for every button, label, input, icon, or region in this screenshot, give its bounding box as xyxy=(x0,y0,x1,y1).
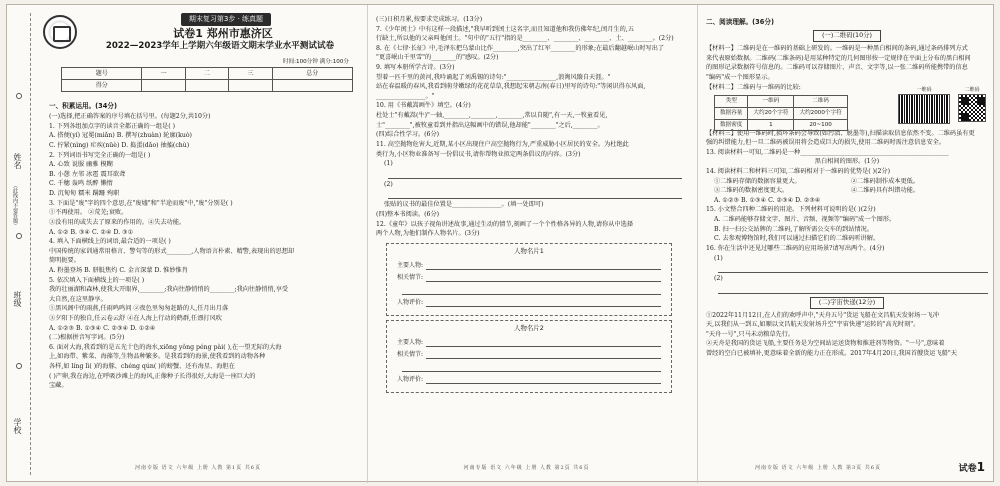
page-2 xyxy=(367,5,685,483)
card-field-label: 主要人物: xyxy=(397,261,424,269)
section-title: 二、阅读理解。(36分) xyxy=(706,18,774,26)
text-line: 宝藏。 xyxy=(49,382,68,390)
name-label: 姓名 xyxy=(13,153,22,169)
question-text: 13. 阅读材料一可知,二维码是一种________________________________________________ xyxy=(706,148,949,156)
card-answer-line[interactable] xyxy=(426,350,661,359)
text-line: ________________。" xyxy=(376,92,435,100)
page-footer: 河南专版 语文 六年级 上册 人教 第1页 共6页 xyxy=(135,465,261,472)
answer-blank[interactable] xyxy=(388,170,682,179)
score-header: 二 xyxy=(185,68,228,80)
table-cell: 大约2000个字符 xyxy=(794,107,847,119)
table-cell: 1 xyxy=(748,119,794,131)
text-line: C. 拧紧(nìng) 疟疾(nüè) D. 捣蛋(dǎo) 抽搐(chù) xyxy=(49,142,190,150)
question-text: 12.《童年》以孩子视角讲述故事,通过生动的情节,刻画了一个个性格各异的人物,请你从中选择 xyxy=(376,220,634,228)
text-line: ②天舟是我国的货运飞船,主要任务是为空间站运送货物和推进剂等物资。"一号",意味着 xyxy=(706,340,945,348)
text-line: 8. 在《七律·长征》中,毛泽东把乌蒙山比作________,突出了红军________的形象;在最后翻越岷山时写出了 xyxy=(376,44,665,52)
text-line: A. 搭便(yí) 冠冕(miǎn) B. 撰写(zhuàn) 轮廓(kuò) xyxy=(49,132,192,140)
text-line: A. ①②③ B. ①③④ C. ②③④ D. ①②④ xyxy=(49,324,156,332)
school-label: 学校 xyxy=(13,418,22,434)
answer-blank[interactable] xyxy=(718,285,988,294)
card-answer-line[interactable] xyxy=(402,285,661,294)
text-line: ③没有用的或失去了原来的作用的。④失去功能。 xyxy=(49,218,186,226)
text-line: 3. 下面是"废"字的四个意思,在"废墟"和"半途而废"中,"废"分别是( ) xyxy=(49,199,233,207)
page-1 xyxy=(41,5,355,483)
card-title: 人物名片2 xyxy=(514,323,544,332)
score-cell[interactable] xyxy=(272,80,352,92)
card-field-label: 相关情节: xyxy=(397,274,424,282)
binding-hole xyxy=(16,363,22,369)
text-line: 士"________",被牧童看到并指出这幅画中的错误,他却能"________"之后,________。 xyxy=(376,121,604,129)
code-caption: 一维码 xyxy=(916,86,932,93)
question-text: 两个人物,为他们制作人物名片。(3分) xyxy=(376,230,480,238)
option-text: ③二维码的数据密度更大。 xyxy=(714,187,789,195)
score-cell[interactable] xyxy=(229,80,272,92)
qr-code-image xyxy=(958,94,986,122)
card-answer-line[interactable] xyxy=(426,338,661,347)
text-line: ①不再使用。 ②荒芜;衰败。 xyxy=(49,209,128,217)
passage-text: 【材料二】二维码与一维码的比较: xyxy=(706,83,801,91)
text-line: 站在春温暖的春风,我看到萌芽嫩绿的花花草草,我想起宋朝志南(春日)里写的诗句:"等闲识得东风面, xyxy=(376,83,646,91)
option-text: A. 二维码能够存储文字、图片、音频、视频等"编码"成一个图形。 xyxy=(714,216,896,224)
score-table xyxy=(61,67,353,92)
table-cell: 大约20个字符 xyxy=(748,107,794,119)
binding-margin xyxy=(9,13,31,475)
page-footer: 河南专版 语文 六年级 上册 人教 第2页 共6页 xyxy=(463,465,590,472)
text-line: 4. 填入下面横线上的词语,最合适的一项是( ) xyxy=(49,238,171,246)
answer-options: A. ①②③ B. ①③④ C. ②③④ D. ②③④ xyxy=(714,196,821,204)
text-line: "更喜岷山千里雪"的________的"感叹。(2分) xyxy=(376,54,499,62)
card-field-label: 主要人物: xyxy=(397,338,424,346)
character-card-1 xyxy=(386,243,672,316)
option-text: C. 去参观博物馆时,我们可以通过扫描它们的二维码听讲解。 xyxy=(714,235,880,243)
exam-number-title: 试卷1 郑州市惠济区 xyxy=(173,27,273,40)
text-line: ③夕阳下的独自,任云卷云舒 ④在人海上行动的鹤群,任漂打风吹 xyxy=(49,315,222,323)
text-line: C. 千穗 轰鸣 纸醉 懒惰 xyxy=(49,180,113,188)
text-line: 10. 用《书戴嵩画牛》填空。(4分) xyxy=(376,102,471,110)
text-line: D. 沉甸甸 糯米 蹒跚 殉职 xyxy=(49,190,120,198)
text-line: ( )产卵,我在海边,在呼吸沙滩上的海风,正像种子长得很好,大海是一座巨大的 xyxy=(49,372,256,380)
question-text: 16. 你在生活中还见过哪些二维码的应用场景?请写出两个。(4分) xyxy=(706,244,885,252)
page-label: 试卷 xyxy=(958,464,977,475)
character-card-2 xyxy=(386,320,672,393)
score-row-label: 得分 xyxy=(62,80,142,92)
page-number-label xyxy=(959,458,985,477)
step-badge: 期末复习第3步 · 练真题 xyxy=(181,13,271,26)
text-line: 行缺土,所以他的父亲叫他闰土。"句中的"五行"指的是________、________、________、土、________。(2分) xyxy=(376,35,674,43)
text-line: (一)选择,把正确答案的序号填在括号里。(每题2分,共10分) xyxy=(49,113,211,121)
binding-note: （此线内不要答题） xyxy=(12,183,18,228)
text-line: A. 心致 说服 幽雅 模糊 xyxy=(49,161,113,169)
answer-line-label: (2) xyxy=(714,275,723,283)
table-header: 二维码 xyxy=(794,96,847,108)
text-line: 望着一匹千里的黄河,我吟诵起了刘禹锡的诗句:"________________,浪淘风簸自天涯。" xyxy=(376,73,611,81)
card-answer-line[interactable] xyxy=(426,298,661,307)
text-line: 简明扼要。 xyxy=(49,257,80,265)
answer-blank[interactable] xyxy=(718,264,988,273)
class-label: 班级 xyxy=(13,291,22,307)
text-line: A. 粉墨登场 B. 胼胝焦灼 C. 金言深蒙 D. 惟妙惟肖 xyxy=(49,266,188,274)
text-line: 曾经的空白已被填补,更意味着全新的能力正在形成。2017年4月20日,我国首艘货运飞船"天 xyxy=(706,350,957,358)
table-cell: 数据容量 xyxy=(715,107,748,119)
page-3 xyxy=(697,5,989,483)
text-line: 5. 依次填入下面横线上的一项是( ) xyxy=(49,276,145,284)
exam-title: 2022—2023学年上学期六年级语文期末学业水平测试试卷 xyxy=(105,41,335,51)
text-line: 中国传统的家训通常用格言、警句等的形式________,人物语言朴素、精警,表现出的思想却 xyxy=(49,247,295,255)
question-block xyxy=(49,112,355,391)
text-line: 各样,如 líng lì( )的海豚、chéng qún( )的螃蟹、还有海星、海胆在 xyxy=(49,363,235,371)
text-line: (三)日积月累,按要求完成练习。(13分) xyxy=(376,16,483,23)
text-line: "编码"成一个图形显示。 xyxy=(706,73,774,81)
passage-text xyxy=(706,44,988,82)
publisher-logo xyxy=(43,15,77,49)
table-header: 类型 xyxy=(715,96,748,108)
option-text: B. 扫一扫公交站牌的二维码,了解所需公交车的到站情况。 xyxy=(714,225,873,233)
passage-text xyxy=(706,129,988,148)
question-text: 张贴的议书的最佳位置是________________。(填一处即可) xyxy=(384,201,544,209)
table-cell: 数据密度 xyxy=(715,119,748,131)
text-line: "天舟一号",只马未动粮草先行。 xyxy=(706,330,795,338)
score-header: 三 xyxy=(229,68,272,80)
score-header: 总分 xyxy=(272,68,352,80)
text-line: 6. 面对大海,我看到的是五光十色的海水,xiōng yǒng péng pài( ),在一望无际的大海 xyxy=(49,343,282,351)
page-number: 1 xyxy=(976,460,985,475)
text-line: 来代表原始数据。二维码(二维条码)是用某种特定的几何图形按一定规律在平面上分布的黑白相间 xyxy=(706,54,971,62)
text-line: 的图形记录数据符号信息的。二维码可以存储图片、声音、文字等,以一张二维码所能携带的信息 xyxy=(706,64,968,72)
score-header: 题号 xyxy=(62,68,142,80)
passage-text xyxy=(706,311,988,359)
answer-line-label: (1) xyxy=(384,160,393,168)
score-cell[interactable] xyxy=(185,80,228,92)
text-line: 11. 高空抛物危害大,近期,某小区出现住户高空抛物行为,严重威胁小区居民的安全。为杜绝此 xyxy=(376,140,629,148)
table-cell: 20~100 xyxy=(794,119,847,131)
text-line: (二)根据拼音写字词。(5分) xyxy=(49,334,125,342)
time-score-info: 时间:100分钟 满分:100分 xyxy=(282,59,349,65)
answer-line-label: (1) xyxy=(714,254,723,262)
text-line: 【材料三】使用一维码时,损坏条码会导致(如污渍、脱墨等),扫描读取信息依然不变。二维码虽有更 xyxy=(706,129,975,137)
page-footer: 河南专版 语文 六年级 上册 人教 第3页 共6页 xyxy=(755,465,881,472)
section-title: 一、积累运用。(34分) xyxy=(49,102,117,110)
text-line: 【材料一】二维码是在一维码的基础上研发的。一维码是一种黑白相间的条码,通过条码排列方式 xyxy=(706,45,968,53)
passage-title: (一)二维码(10分) xyxy=(813,30,881,42)
code-samples xyxy=(898,87,986,125)
barcode-image xyxy=(898,94,950,124)
option-text: ①二维码存储的数据容量更大。 xyxy=(714,177,801,185)
text-line: 天,以我们从一到五,如顺以文昌航天发射场升空"宇宙快递"运转的"高光时刻"。 xyxy=(706,321,920,329)
question-text: 黑白相间的图形。(1分) xyxy=(814,158,880,166)
question-text: 15. 小文整合四种二维码的用途。下列材料可说明的是( )(2分) xyxy=(706,206,876,214)
text-line: 7.《少年闰土》中有这样一段描述,"我早听到闰土这名字,而且知道他和我仿佛年纪,闰月生的,五 xyxy=(376,25,634,33)
card-answer-line[interactable] xyxy=(426,261,661,270)
text-line: 强的纠错能力,但一旦二维码被误用将会造成巨大的损失,使用二维码时需注意信息安全。 xyxy=(706,139,946,147)
text-line: ①黑风阁中的雨燕,任雨鸣鸣问 ②夜色里匆匆赶路的人,任月出月落 xyxy=(49,305,229,313)
exam-sheet xyxy=(6,4,994,482)
table-header: 一维码 xyxy=(748,96,794,108)
answer-line-label: (2) xyxy=(384,180,393,188)
text-line: 杜处士"有戴嵩(牛)"一轴,________,________,________,常以自随",有一天,一牧童看见, xyxy=(376,112,608,120)
card-answer-line[interactable] xyxy=(426,375,661,384)
card-title: 人物名片1 xyxy=(514,246,544,255)
text-line: 上,如海带、紫菜、海藻等,生物品种繁多。是我看到的海景,使我看到的动物各种 xyxy=(49,353,266,361)
text-line: 2. 下列词语书写完全正确的一组是( ) xyxy=(49,151,151,159)
answer-blank[interactable] xyxy=(388,190,682,199)
text-line: 类行为,小区物业准备写一份倡议书,请你帮物业拟定两条倡议的内容。(3分) xyxy=(376,150,581,158)
card-answer-line[interactable] xyxy=(426,273,661,282)
section-subtitle: (四)整本书阅读。(6分) xyxy=(376,210,440,218)
card-answer-line[interactable] xyxy=(402,362,661,371)
option-text: ②二维码制作成本更低。 xyxy=(851,177,920,185)
text-line: ①2022年11月12日,在人们的欢呼声中,"天舟五号"货运飞船在文昌航天发射场一飞冲 xyxy=(706,311,939,319)
text-line: 大自然,在这里静享。 xyxy=(49,295,107,303)
card-field-label: 相关情节: xyxy=(397,351,424,359)
text-line: 我的壮丽湖和森林,使我大开眼界,________;我向往静悄悄的________;我向往静悄悄,享受 xyxy=(49,286,289,294)
score-cell[interactable] xyxy=(142,80,185,92)
code-caption: 二维码 xyxy=(964,86,980,93)
question-block xyxy=(376,15,682,159)
score-header: 一 xyxy=(142,68,185,80)
binding-hole xyxy=(16,233,22,239)
option-text: ④二维码具有纠错功能。 xyxy=(851,187,920,195)
text-line: A. ①② B. ③④ C. ②④ D. ③① xyxy=(49,228,134,236)
card-field-label: 人物评价: xyxy=(397,298,424,306)
card-field-label: 人物评价: xyxy=(397,375,424,383)
text-line: 9. 填写本册所学古诗。(3分) xyxy=(376,64,455,72)
text-line: B. 小憩 左邻 冰雹 震耳欲聋 xyxy=(49,170,126,178)
comparison-table xyxy=(714,95,848,131)
question-text: 14. 阅读材料二和材料三可知,二维码相对于一维码的优势是( )(2分) xyxy=(706,168,891,176)
text-line: 1. 下列各组加点字的读音全都正确的一组是( ) xyxy=(49,122,176,130)
passage-title: (二)宇宙快递(12分) xyxy=(810,297,884,309)
binding-hole xyxy=(16,93,22,99)
text-line: (四)综合性学习。(6分) xyxy=(376,131,440,139)
